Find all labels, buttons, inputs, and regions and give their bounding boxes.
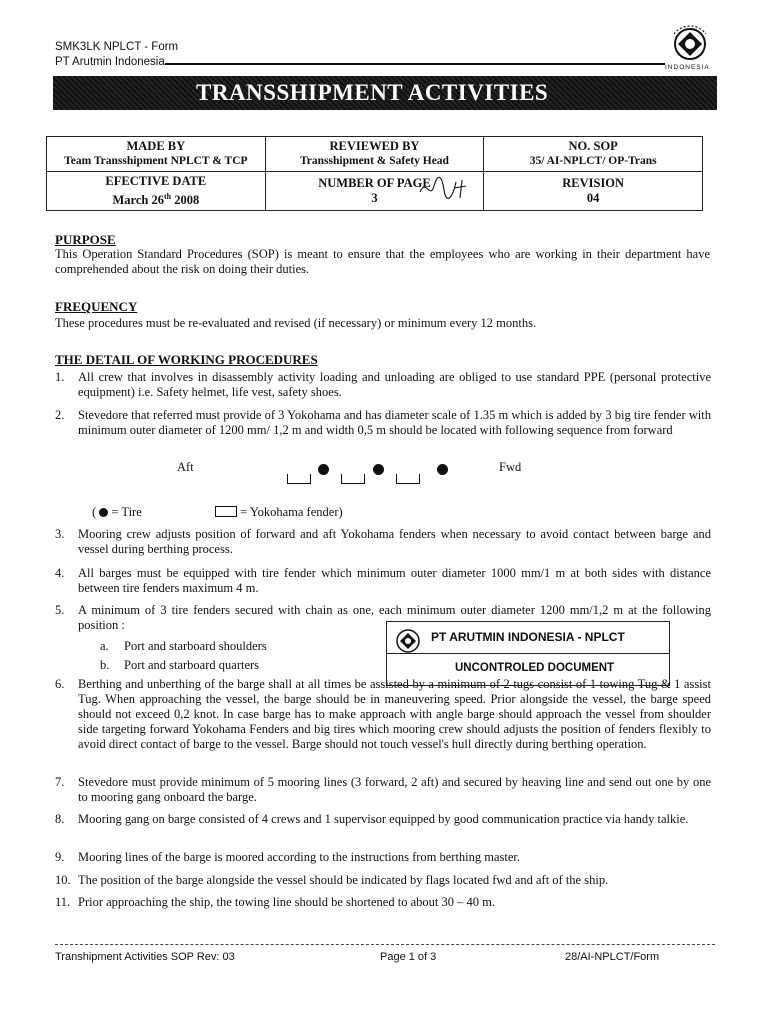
diagram-aft-label: Aft [177, 460, 194, 474]
revision-value: 04 [586, 191, 600, 206]
stamp-company: PT ARUTMIN INDONESIA - NPLCT [431, 630, 625, 644]
revision-label: REVISION [562, 176, 625, 191]
reviewed-by-label: REVIEWED BY [329, 139, 420, 153]
signature-scribble-icon [416, 174, 476, 204]
legend-tire-text: = Tire [111, 505, 142, 519]
list-item-number: 1. [55, 370, 65, 384]
number-of-page-value: 3 [371, 191, 378, 206]
yokohama-fender-icon [341, 474, 365, 484]
sub-item-text: Port and starboard shoulders [124, 639, 267, 653]
footer-rule [55, 944, 715, 945]
tire-icon [318, 464, 329, 475]
sub-item-letter: b. [100, 658, 110, 672]
purpose-heading: PURPOSE [55, 232, 116, 247]
sub-item-letter: a. [100, 639, 109, 653]
footer-right: 28/AI-NPLCT/Form [565, 951, 660, 963]
sub-item-text: Port and starboard quarters [124, 658, 260, 672]
number-of-page-cell [265, 172, 484, 211]
company-name: PT Arutmin Indonesia [55, 56, 165, 68]
made-by-value: Team Transshipment NPLCT & TCP [64, 155, 248, 167]
list-item-text: All barges must be equipped with tire fender which minimum outer diameter 1000 mm/1 m at both sides with distance between tire fenders maximum 4 m. [78, 566, 711, 595]
yokohama-legend-icon [215, 506, 237, 517]
footer-left: Transhipment Activities SOP Rev: 03 [55, 951, 235, 963]
page-title: TRANSSHIPMENT ACTIVITIES [196, 80, 549, 105]
reviewed-by-cell [265, 137, 484, 172]
list-item-number: 5. [55, 603, 65, 617]
effective-date-value: March 26th 2008 [112, 192, 200, 208]
tire-icon [437, 464, 448, 475]
list-item-number: 11. [55, 895, 71, 909]
no-sop-label: NO. SOP [568, 139, 618, 153]
list-item-text: Prior approaching the ship, the towing line should be shortened to about 30 – 40 m. [78, 895, 495, 909]
effective-date-label: EFECTIVE DATE [105, 174, 207, 188]
list-item-text: All crew that involves in disassembly activity loading and unloading are obliged to use standard PPE (personal protective equipment) i.e. Safety helmet, life vest, safety shoes. [78, 370, 711, 399]
tire-legend-icon [99, 508, 108, 517]
logo-subtitle: INDONESIA [665, 64, 710, 71]
form-code: SMK3LK NPLCT - Form [55, 41, 179, 53]
list-item-text: Mooring lines of the barge is moored according to the instructions from berthing master. [78, 850, 521, 864]
list-item-text: Mooring gang on barge consisted of 4 crews and 1 supervisor equipped by good communication practice via handy talkie. [78, 812, 689, 826]
list-item-number: 4. [55, 566, 65, 580]
frequency-heading: FREQUENCY [55, 299, 138, 314]
tire-icon [373, 464, 384, 475]
number-of-page-label: NUMBER OF PAGE [318, 176, 431, 191]
diagram-fwd-label: Fwd [499, 460, 522, 474]
list-item-number: 2. [55, 408, 65, 422]
purpose-text: This Operation Standard Procedures (SOP) is meant to ensure that the employees who are working in their department have comprehended about the risk on doing their duties. [55, 247, 710, 276]
list-item-text: Stevedore that referred must provide of 3 Yokohama and has diameter scale of 1.35 m which is added by 3 big tire fender with minimum outer diameter of 1200 mm/ 1,2 m and width 0,5 m should be located with following sequence from forward [78, 408, 711, 437]
legend-yoko-text: = Yokohama fender) [240, 505, 343, 519]
list-item-text: Berthing and unberthing of the barge shall at all times be assisted by a minimum of 2 tugs consist of 1 towing Tug & 1 assist Tug. When approaching the vessel, the barge should be in maneuvering speed. Prior alongside the vessel, the barge speed should not exceed 0,2 knot. In case barge has to make approach with angle barge should approach the vessel from shoulder side targeting forward Yokohama Fenders and big tires which mooring crew should adjusts the position of fenders flexibly to avoid direct contact of barge to the vessel. Barge should not touch vessel's hull directly during berthing operation. [78, 677, 711, 751]
uncontrolled-stamp [386, 621, 670, 686]
list-item-number: 3. [55, 527, 65, 541]
revision-cell [484, 172, 703, 211]
list-item-text: A minimum of 3 tire fenders secured with chain as one, each minimum outer diameter 1200 mm/1,2 m at the following position : [78, 603, 711, 632]
list-item-text: Mooring crew adjusts position of forward and aft Yokohama fenders when necessary to avoid contact between barge and vessel during berthing process. [78, 527, 711, 556]
no-sop-cell [484, 137, 703, 172]
diagram-legend: ( = Tire [92, 505, 142, 519]
detail-heading: THE DETAIL OF WORKING PROCEDURES [55, 352, 318, 367]
frequency-text: These procedures must be re-evaluated and revised (if necessary) or minimum every 12 months. [55, 316, 537, 330]
document-info-table [46, 136, 703, 211]
no-sop-value: 35/ AI-NPLCT/ OP-Trans [529, 155, 657, 167]
made-by-cell [47, 137, 266, 172]
list-item-number: 7. [55, 775, 65, 789]
stamp-status: UNCONTROLED DOCUMENT [455, 662, 615, 674]
yokohama-fender-icon [287, 474, 311, 484]
header-rule [165, 63, 665, 65]
diagram-legend-yoko [215, 505, 343, 520]
list-item-text: Stevedore must provide minimum of 5 mooring lines (3 forward, 2 aft) and secured by heaving line and send out one by one to mooring gang onboard the barge. [78, 775, 711, 804]
stamp-logo-icon [395, 628, 421, 654]
made-by-label: MADE BY [126, 139, 186, 153]
arutmin-logo-icon [664, 22, 716, 70]
list-item-number: 6. [55, 677, 65, 691]
list-item-text: The position of the barge alongside the vessel should be indicated by flags located fwd and aft of the ship. [78, 873, 609, 887]
effective-date-cell [47, 172, 266, 211]
list-item-number: 10. [55, 873, 71, 887]
list-item-number: 8. [55, 812, 65, 826]
footer-page-number: Page 1 of 3 [380, 951, 437, 963]
stamp-divider [387, 653, 669, 654]
reviewed-by-value: Transshipment & Safety Head [299, 155, 449, 167]
yokohama-fender-icon [396, 474, 420, 484]
list-item-number: 9. [55, 850, 65, 864]
